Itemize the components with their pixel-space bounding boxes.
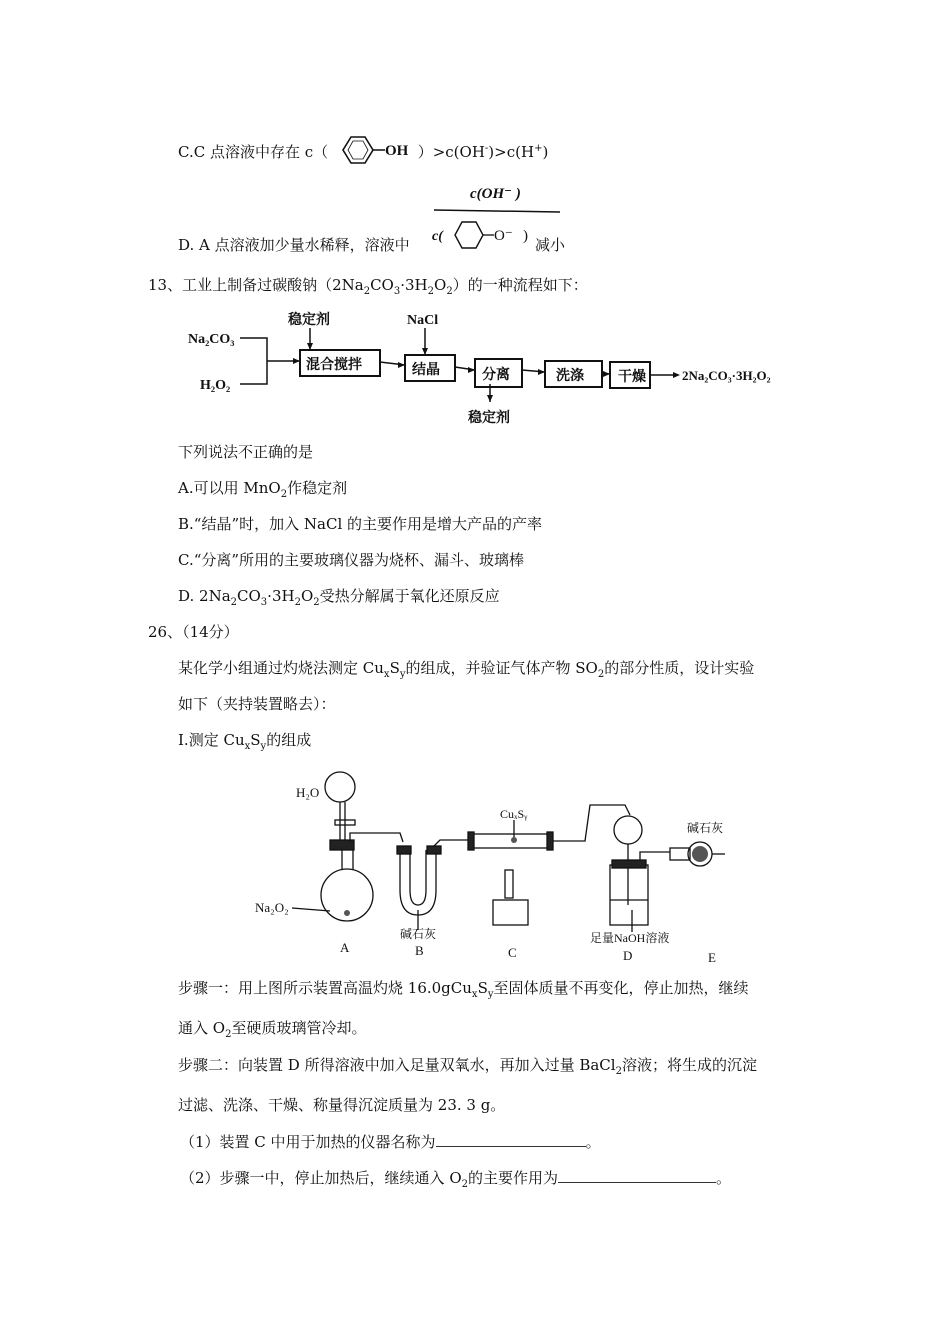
q26-intro-2: 如下（夹持装置略去）： <box>178 695 336 713</box>
step-dry: 干燥 <box>618 370 646 385</box>
question-2 <box>180 1168 731 1188</box>
text: 2 <box>461 1179 468 1190</box>
label-e: E <box>708 950 716 965</box>
label-b: B <box>415 943 424 958</box>
text: 3 <box>260 597 268 608</box>
denominator-c: c( <box>432 229 443 244</box>
text: 的组成 <box>266 731 312 749</box>
text: 2 <box>427 286 435 297</box>
text: ·3H <box>400 276 428 294</box>
text: y <box>260 741 267 752</box>
text: C.C 点溶液中存在 c（ <box>178 143 329 161</box>
text: 2 <box>597 669 605 680</box>
label-c: C <box>508 945 517 960</box>
soda-lime-label: 碱石灰 <box>400 927 437 941</box>
apparatus-diagram <box>250 760 770 970</box>
text: 的组成，并验证气体产物 SO <box>405 659 598 677</box>
step-separate: 分离 <box>482 368 510 383</box>
text: S <box>389 659 400 677</box>
label-d: D <box>623 948 633 963</box>
step1-text <box>178 978 749 998</box>
q13-stem <box>148 275 588 295</box>
step-wash: 洗涤 <box>556 369 584 384</box>
numerator: c(OH⁻ ) <box>470 186 521 202</box>
text: y <box>399 669 406 680</box>
stabilizer-output: 稳定剂 <box>468 411 510 426</box>
text: 。 <box>716 1169 732 1187</box>
text: 。 <box>585 1133 601 1151</box>
text: ) <box>542 143 549 161</box>
text: 步骤二：向装置 D 所得溶液中加入足量双氧水，再加入过量 BaCl <box>178 1056 616 1074</box>
text: O <box>300 587 314 605</box>
text: 2 <box>294 597 301 608</box>
q13-option-b: B.“结晶”时，加入 NaCl 的主要作用是增大产品的产率 <box>178 515 543 533</box>
na2o2-label: Na₂O₂ <box>255 900 289 915</box>
q26-intro <box>178 658 754 678</box>
h2o-label: H₂O <box>296 785 320 800</box>
text: 至硬质玻璃管冷却。 <box>231 1019 367 1037</box>
text: （2）步骤一中，停止加热后，继续通入 O <box>180 1169 462 1187</box>
text: CO <box>237 587 261 605</box>
product: 2Na₂CO₃·3H₂O₂ <box>682 368 771 383</box>
stabilizer-input: 稳定剂 <box>288 313 330 328</box>
text: ) <box>523 228 528 244</box>
step2-text <box>178 1055 757 1075</box>
text: 13、工业上制备过碳酸钠（2Na <box>148 276 364 294</box>
text: ·3H <box>267 587 295 605</box>
text: 2 <box>313 597 320 608</box>
text: 某化学小组通过灼烧法测定 Cu <box>178 659 384 677</box>
step-crystallize: 结晶 <box>412 363 440 378</box>
text: 2 <box>615 1066 622 1077</box>
text: x <box>383 669 390 680</box>
decrease-text: 减小 <box>535 236 566 254</box>
label-a: A <box>340 940 350 955</box>
nacl-input: NaCl <box>407 313 439 328</box>
q13-option-c: C.“分离”所用的主要玻璃仪器为烧杯、漏斗、玻璃棒 <box>178 551 525 569</box>
text: - <box>484 143 489 154</box>
text: O <box>434 276 447 294</box>
text: A.可以用 MnO <box>178 479 281 497</box>
text: 2 <box>446 286 453 297</box>
text: 受热分解属于氧化还原反应 <box>319 587 500 605</box>
text: （1）装置 C 中用于加热的仪器名称为 <box>180 1133 436 1151</box>
text: 至固体质量不再变化，停止加热，继续 <box>493 979 749 997</box>
answer-blank-2[interactable] <box>558 1168 716 1183</box>
text: 的部分性质，设计实验 <box>604 659 755 677</box>
text: 作稳定剂 <box>287 479 348 497</box>
text: 通入 O <box>178 1019 226 1037</box>
text: + <box>534 143 543 154</box>
input-h2o2: H₂O₂ <box>200 378 231 393</box>
q12-option-c <box>178 142 548 162</box>
text: S <box>477 979 488 997</box>
text: )>c(H <box>488 143 535 161</box>
question-1 <box>180 1132 601 1152</box>
text: D. 2Na <box>178 587 231 605</box>
text: y <box>487 989 494 1000</box>
phenol-structure-icon <box>333 133 413 173</box>
oh-label: OH <box>384 143 409 159</box>
text: CO <box>370 276 394 294</box>
text: 2 <box>230 597 238 608</box>
text: ）>c(OH <box>417 143 485 161</box>
answer-blank-1[interactable] <box>436 1132 586 1147</box>
text: 3 <box>393 286 401 297</box>
text: 2 <box>280 489 288 500</box>
q13-option-a <box>178 478 347 498</box>
q26-part1 <box>178 730 311 750</box>
text: ）的一种流程如下： <box>452 276 588 294</box>
text: x <box>471 989 478 1000</box>
q12-option-d <box>178 235 410 255</box>
step2-text-2: 过滤、洗涤、干燥、称量得沉淀质量为 23. 3 g。 <box>178 1096 506 1114</box>
process-flowchart <box>170 300 800 430</box>
text: 2 <box>363 286 371 297</box>
text: 步骤一：用上图所示装置高温灼烧 16.0gCu <box>178 979 472 997</box>
text: S <box>250 731 261 749</box>
text: 的主要作用为 <box>468 1169 559 1187</box>
q26-header: 26、（14分） <box>148 623 239 641</box>
text: 2 <box>225 1029 232 1040</box>
text: 溶液；将生成的沉淀 <box>621 1056 757 1074</box>
text: D. A 点溶液加少量水稀释，溶液中 <box>178 236 410 254</box>
soda-lime-label: 碱石灰 <box>687 821 724 835</box>
input-na2co3: Na₂CO₃ <box>188 332 235 347</box>
q13-option-d <box>178 586 500 606</box>
naoh-label: 足量NaOH溶液 <box>590 931 670 945</box>
step-mix: 混合搅拌 <box>306 358 362 373</box>
cuxsy-label: CuₓSᵧ <box>500 807 528 821</box>
step1-text-2 <box>178 1018 366 1038</box>
phenoxide-label: O⁻ <box>494 228 513 244</box>
text: I.测定 Cu <box>178 731 245 749</box>
q13-question: 下列说法不正确的是 <box>178 443 314 461</box>
text: x <box>244 741 251 752</box>
